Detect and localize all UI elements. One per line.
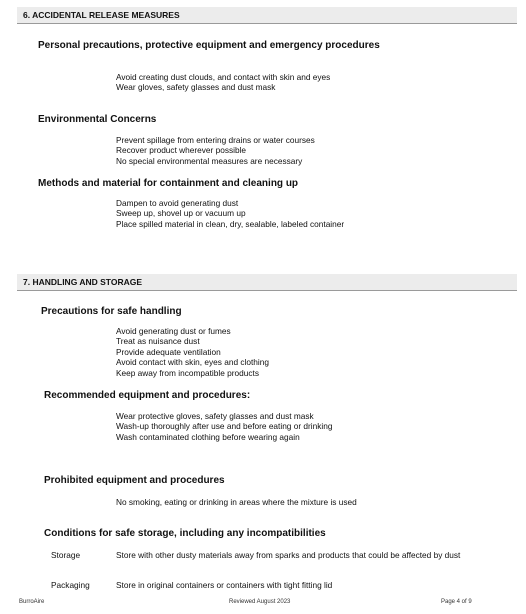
section-6-header: 6. ACCIDENTAL RELEASE MEASURES bbox=[17, 7, 517, 24]
personal-precautions-heading: Personal precautions, protective equipment and emergency procedures bbox=[38, 40, 380, 51]
environmental-concerns-list bbox=[116, 135, 315, 166]
environmental-concerns-heading: Environmental Concerns bbox=[38, 114, 157, 125]
safe-handling-heading: Precautions for safe handling bbox=[41, 306, 182, 317]
prohibited-equipment-list bbox=[116, 497, 357, 507]
list-item: Wash-up thoroughly after use and before eating or drinking bbox=[116, 421, 333, 432]
recommended-equipment-list bbox=[116, 411, 332, 442]
list-item: No smoking, eating or drinking in areas where the mixture is used bbox=[116, 497, 357, 507]
footer-page-number: Page 4 of 9 bbox=[441, 599, 472, 605]
recommended-equipment-heading: Recommended equipment and procedures: bbox=[44, 390, 251, 401]
footer-company-name: BurroAire bbox=[19, 599, 45, 605]
list-item: Sweep up, shovel up or vacuum up bbox=[116, 208, 246, 219]
list-item: Wear protective gloves, safety glasses and dust mask bbox=[116, 411, 314, 421]
list-item: Keep away from incompatible products bbox=[116, 367, 259, 378]
list-item: Wash contaminated clothing before wearing again bbox=[116, 431, 300, 442]
packaging-text: Store in original containers or containers with tight fitting lid bbox=[116, 580, 333, 590]
list-item: Wear gloves, safety glasses and dust mask bbox=[116, 82, 276, 93]
list-item: Prevent spillage from entering drains or water courses bbox=[116, 135, 315, 145]
list-item: Treat as nuisance dust bbox=[116, 336, 200, 347]
containment-methods-heading: Methods and material for containment and cleaning up bbox=[38, 178, 299, 189]
containment-methods-list bbox=[116, 198, 344, 229]
personal-precautions-list bbox=[116, 72, 330, 93]
list-item: Avoid contact with skin, eyes and clothing bbox=[116, 357, 269, 368]
list-item: Dampen to avoid generating dust bbox=[116, 198, 239, 208]
section-7-header: 7. HANDLING AND STORAGE bbox=[17, 274, 517, 291]
list-item: Provide adequate ventilation bbox=[116, 346, 221, 357]
storage-label: Storage bbox=[51, 550, 81, 560]
list-item: Recover product wherever possible bbox=[116, 145, 247, 156]
footer-review-date: Reviewed August 2023 bbox=[229, 599, 291, 605]
prohibited-equipment-heading: Prohibited equipment and procedures bbox=[44, 475, 225, 486]
safe-storage-heading: Conditions for safe storage, including any incompatibilities bbox=[44, 528, 326, 539]
safe-handling-list bbox=[116, 326, 269, 378]
list-item: No special environmental measures are necessary bbox=[116, 155, 303, 166]
packaging-label: Packaging bbox=[51, 580, 90, 590]
list-item: Avoid creating dust clouds, and contact with skin and eyes bbox=[116, 72, 331, 82]
list-item: Avoid generating dust or fumes bbox=[116, 326, 231, 336]
list-item: Place spilled material in clean, dry, sealable, labeled container bbox=[116, 218, 345, 229]
storage-text: Store with other dusty materials away from sparks and products that could be affected by dust bbox=[116, 550, 461, 560]
